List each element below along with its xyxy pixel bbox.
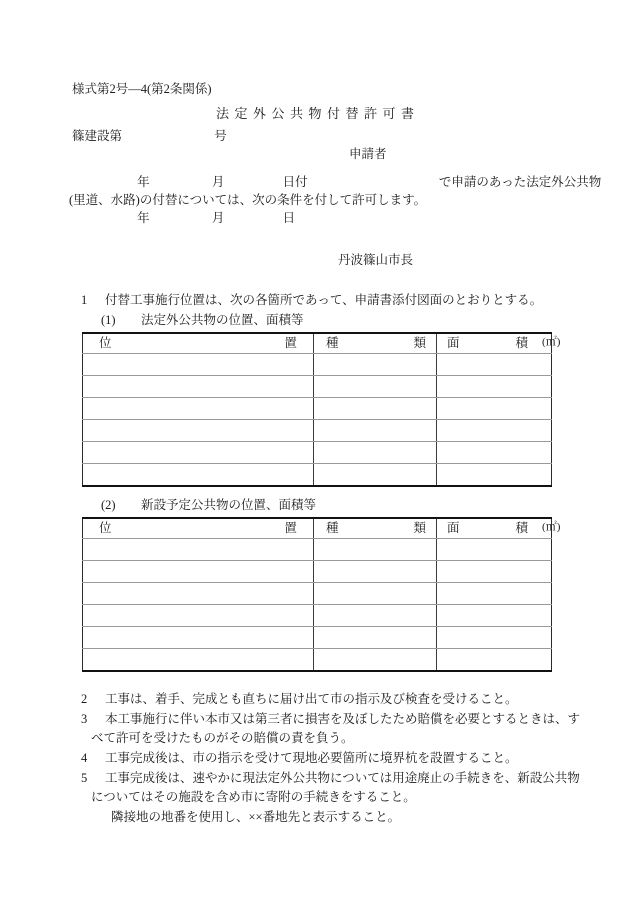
document-number-prefix: 篠建設第 bbox=[72, 129, 123, 143]
cell-area[interactable] bbox=[437, 354, 552, 376]
cell-kind[interactable] bbox=[314, 464, 437, 487]
cell-kind[interactable] bbox=[314, 420, 437, 442]
header-location-inner bbox=[83, 334, 313, 353]
cell-location[interactable] bbox=[83, 354, 314, 376]
header-area-inner bbox=[437, 519, 561, 538]
date-line-2-month: 月 bbox=[211, 211, 225, 225]
header-location-inner bbox=[83, 519, 313, 538]
clause-item-3 bbox=[81, 710, 580, 729]
header-kind bbox=[314, 333, 437, 354]
header-area bbox=[437, 333, 561, 354]
cell-kind[interactable] bbox=[314, 627, 437, 649]
cell-location[interactable] bbox=[83, 627, 314, 649]
table-row bbox=[83, 420, 552, 442]
document-number-line bbox=[72, 127, 227, 146]
new-property-table bbox=[82, 517, 561, 672]
date-line-2-year: 年 bbox=[137, 211, 150, 225]
cell-location[interactable] bbox=[83, 649, 314, 672]
application-date-line bbox=[72, 173, 602, 192]
clause-item-2 bbox=[81, 690, 518, 709]
date-line-1-day: 日付 bbox=[282, 175, 308, 189]
header-location-char-a: 位 bbox=[99, 336, 112, 350]
clause-item-1-text: 付替工事施行位置は、次の各箇所であって、申請書添付図面のとおりとする。 bbox=[105, 293, 543, 307]
table-row bbox=[83, 605, 552, 627]
table-row bbox=[83, 354, 552, 376]
clause-sub-2-number: (2) bbox=[101, 498, 116, 512]
clause-item-2-text: 工事は、着手、完成とも直ちに届け出て市の指示及び検査を受けること。 bbox=[105, 692, 518, 706]
table-row bbox=[83, 583, 552, 605]
clause-item-3-number: 3 bbox=[81, 712, 88, 726]
header-area-char-b: 積 bbox=[515, 336, 529, 350]
issue-date-line bbox=[72, 209, 295, 228]
applicant-label: 申請者 bbox=[349, 147, 387, 161]
cell-area[interactable] bbox=[437, 605, 552, 627]
cell-kind[interactable] bbox=[314, 605, 437, 627]
clause-item-3-continued: べて許可を受けたものがその賠償の責を負う。 bbox=[91, 731, 354, 745]
clause-sub-2 bbox=[101, 496, 316, 515]
cell-area[interactable] bbox=[437, 420, 552, 442]
cell-kind[interactable] bbox=[314, 442, 437, 464]
table-row bbox=[83, 464, 552, 487]
table-row bbox=[83, 627, 552, 649]
cell-kind[interactable] bbox=[314, 583, 437, 605]
header-area-char-a: 面 bbox=[447, 521, 460, 535]
header-kind bbox=[314, 518, 437, 539]
header-location-char-b: 置 bbox=[284, 521, 297, 535]
clause-sub-1-text: 法定外公共物の位置、面積等 bbox=[141, 313, 304, 327]
clause-item-5-continued: についてはその施設を含め市に寄附の手続きをすること。 bbox=[91, 790, 416, 804]
cell-area[interactable] bbox=[437, 464, 552, 487]
cell-area[interactable] bbox=[437, 539, 552, 561]
cell-kind[interactable] bbox=[314, 354, 437, 376]
table-header-row bbox=[83, 333, 552, 354]
cell-location[interactable] bbox=[83, 442, 314, 464]
existing-property-table-head bbox=[83, 333, 561, 354]
header-area-char-b: 積 bbox=[515, 521, 529, 535]
new-property-table-body bbox=[83, 539, 552, 672]
table-header-row bbox=[83, 518, 552, 539]
clause-sub-2-text: 新設予定公共物の位置、面積等 bbox=[141, 498, 317, 512]
header-kind-char-b: 類 bbox=[413, 521, 426, 535]
document-number-suffix: 号 bbox=[214, 129, 227, 143]
header-location-char-b: 置 bbox=[284, 336, 297, 350]
clause-item-5-note: 隣接地の地番を使用し、××番地先と表示すること。 bbox=[111, 810, 401, 824]
header-area-inner bbox=[437, 334, 561, 353]
date-line-1-month: 月 bbox=[211, 175, 225, 189]
clause-item-1 bbox=[81, 291, 542, 310]
header-area-char-a: 面 bbox=[447, 336, 460, 350]
clause-sub-1-number: (1) bbox=[101, 313, 116, 327]
clause-item-5 bbox=[81, 769, 580, 788]
header-kind-char-b: 類 bbox=[413, 336, 426, 350]
table-row bbox=[83, 398, 552, 420]
cell-area[interactable] bbox=[437, 649, 552, 672]
cell-kind[interactable] bbox=[314, 539, 437, 561]
header-kind-char-a: 種 bbox=[326, 521, 339, 535]
clause-item-2-number: 2 bbox=[81, 692, 88, 706]
clause-item-1-number: 1 bbox=[81, 293, 88, 307]
clause-item-4-text: 工事完成後は、市の指示を受けて現地必要箇所に境界杭を設置すること。 bbox=[105, 751, 518, 765]
cell-kind[interactable] bbox=[314, 376, 437, 398]
date-line-2-day: 日 bbox=[282, 211, 296, 225]
cell-area[interactable] bbox=[437, 398, 552, 420]
clause-item-5-number: 5 bbox=[81, 771, 88, 785]
table-row bbox=[83, 376, 552, 398]
cell-area[interactable] bbox=[437, 583, 552, 605]
cell-location[interactable] bbox=[83, 605, 314, 627]
cell-location[interactable] bbox=[83, 398, 314, 420]
header-kind-inner bbox=[314, 334, 436, 353]
cell-area[interactable] bbox=[437, 376, 552, 398]
cell-location[interactable] bbox=[83, 420, 314, 442]
header-area bbox=[437, 518, 561, 539]
cell-kind[interactable] bbox=[314, 398, 437, 420]
clause-item-4-number: 4 bbox=[81, 751, 88, 765]
header-location-char-a: 位 bbox=[99, 521, 112, 535]
table-row bbox=[83, 649, 552, 672]
cell-location[interactable] bbox=[83, 583, 314, 605]
cell-area[interactable] bbox=[437, 561, 552, 583]
new-property-table-head bbox=[83, 518, 561, 539]
mayor-label: 丹波篠山市長 bbox=[338, 253, 414, 267]
date-line-1-year: 年 bbox=[137, 175, 150, 189]
clause-sub-1 bbox=[101, 311, 304, 330]
date-line-1-trailing: で申請のあった法定外公共物 bbox=[438, 175, 602, 189]
cell-area[interactable] bbox=[437, 442, 552, 464]
header-location bbox=[83, 333, 314, 354]
clause-item-4 bbox=[81, 749, 518, 768]
cell-location[interactable] bbox=[83, 539, 314, 561]
cell-location[interactable] bbox=[83, 464, 314, 487]
table-row bbox=[83, 561, 552, 583]
header-area-unit: (㎡) bbox=[542, 336, 561, 348]
clause-item-5-text: 工事完成後は、速やかに現法定外公共物については用途廃止の手続きを、新設公共物 bbox=[105, 771, 580, 785]
cell-location[interactable] bbox=[83, 561, 314, 583]
cell-kind[interactable] bbox=[314, 649, 437, 672]
cell-area[interactable] bbox=[437, 627, 552, 649]
existing-property-table-body bbox=[83, 354, 552, 487]
clause-item-3-text: 本工事施行に伴い本市又は第三者に損害を及ぼしたため賠償を必要とするときは、す bbox=[105, 712, 581, 726]
header-location bbox=[83, 518, 314, 539]
header-kind-char-a: 種 bbox=[326, 336, 339, 350]
form-code: 様式第2号—4(第2条関係) bbox=[72, 82, 212, 96]
document-title: 法定外公共物付替許可書 bbox=[215, 106, 420, 121]
header-kind-inner bbox=[314, 519, 436, 538]
cell-kind[interactable] bbox=[314, 561, 437, 583]
header-area-unit: (㎡) bbox=[542, 521, 561, 533]
permission-paragraph: (里道、水路)の付替については、次の条件を付して許可します。 bbox=[69, 193, 427, 207]
table-row bbox=[83, 539, 552, 561]
cell-location[interactable] bbox=[83, 376, 314, 398]
table-row bbox=[83, 442, 552, 464]
existing-property-table bbox=[82, 332, 561, 487]
